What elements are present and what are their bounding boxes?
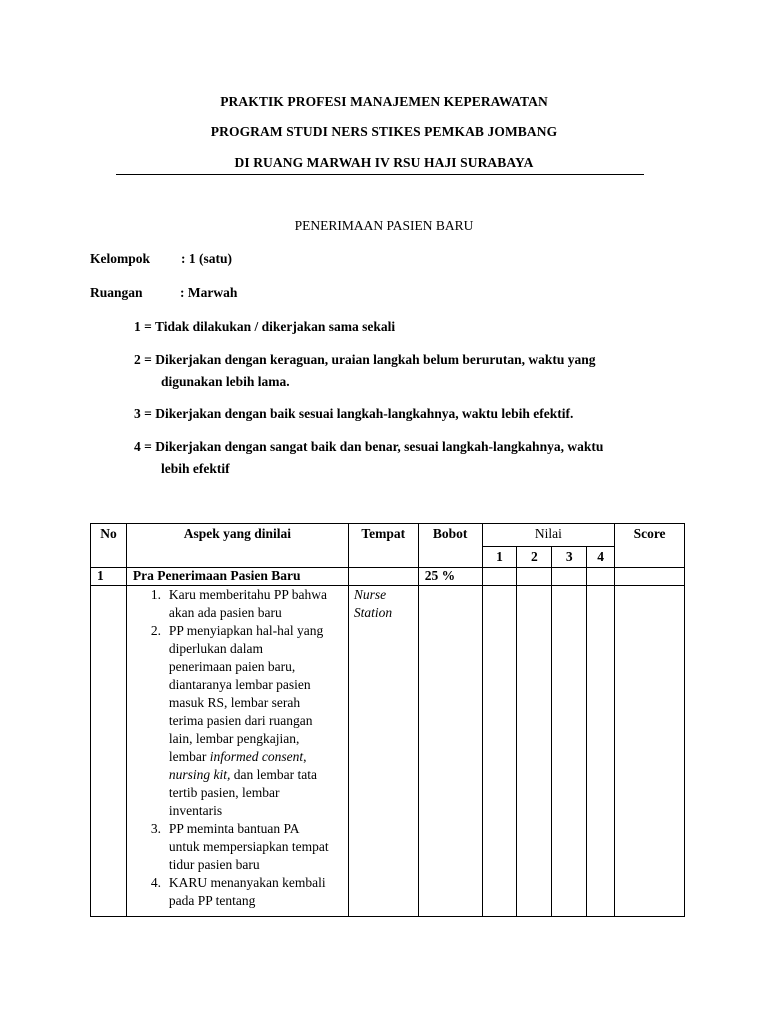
item-text: KARU menanyakan kembali pada PP tentang bbox=[168, 875, 326, 908]
legend-4-line-b: lebih efektif bbox=[161, 461, 230, 476]
section-nilai-2 bbox=[517, 568, 552, 586]
section-nilai-3 bbox=[552, 568, 587, 586]
item-number: 2. bbox=[150, 623, 162, 638]
nilai-3-header: 3 bbox=[552, 547, 587, 568]
item-number: 3. bbox=[150, 821, 162, 836]
aspek-list bbox=[127, 586, 348, 910]
nilai-4-header: 4 bbox=[587, 547, 615, 568]
row-aspek bbox=[126, 586, 348, 917]
item-text-part: PP menyiapkan hal-hal yang diperlukan dalam penerimaan paien baru, diantaranya lembar pasien masuk RS, lembar serah terima pasien dari ruangan lain, lembar pengkajian, lembar bbox=[168, 623, 324, 764]
row-bobot bbox=[418, 586, 482, 917]
item-text-part: dan lembar tata tertib pasien, lembar inventaris bbox=[168, 767, 318, 818]
col-score-header: Score bbox=[615, 524, 685, 568]
item-text bbox=[169, 622, 329, 820]
row-nilai-3 bbox=[552, 586, 587, 917]
kelompok-label: Kelompok bbox=[90, 251, 151, 266]
legend-4 bbox=[134, 436, 694, 480]
item-number: 1. bbox=[150, 587, 162, 602]
header-line-2: PROGRAM STUDI NERS STIKES PEMKAB JOMBANG bbox=[210, 124, 558, 139]
kelompok-value: : 1 (satu) bbox=[181, 251, 232, 266]
col-nilai-header: Nilai bbox=[482, 524, 615, 547]
item-text-italic: informed consent bbox=[209, 749, 304, 764]
header-line-3: DI RUANG MARWAH IV RSU HAJI SURABAYA bbox=[234, 155, 534, 170]
row-nilai-4 bbox=[587, 586, 615, 917]
section-score bbox=[615, 568, 685, 586]
section-nilai-4 bbox=[587, 568, 615, 586]
table-row bbox=[91, 586, 685, 917]
list-item bbox=[150, 622, 348, 820]
col-tempat-header: Tempat bbox=[348, 524, 418, 568]
ruangan-label: Ruangan bbox=[90, 285, 143, 300]
list-item bbox=[150, 586, 348, 622]
nilai-2-header: 2 bbox=[517, 547, 552, 568]
list-item bbox=[150, 874, 348, 910]
assessment-table bbox=[90, 523, 685, 917]
item-text: Karu memberitahu PP bahwa akan ada pasien baru bbox=[168, 587, 327, 620]
tempat-value: Nurse Station bbox=[353, 587, 393, 620]
list-item bbox=[150, 820, 348, 874]
legend-2-line-a: 2 = Dikerjakan dengan keraguan, uraian langkah belum berurutan, waktu yang bbox=[134, 352, 596, 367]
row-nilai-2 bbox=[517, 586, 552, 917]
section-no: 1 bbox=[91, 568, 127, 586]
nilai-1-header: 1 bbox=[482, 547, 517, 568]
section-nilai-1 bbox=[482, 568, 517, 586]
row-score bbox=[615, 586, 685, 917]
item-text: PP meminta bantuan PA untuk mempersiapkan tempat tidur pasien baru bbox=[168, 821, 329, 872]
legend-2 bbox=[134, 349, 694, 393]
row-nilai-1 bbox=[482, 586, 517, 917]
item-number: 4. bbox=[150, 875, 162, 890]
header-divider bbox=[116, 174, 644, 175]
section-row bbox=[91, 568, 685, 586]
col-no-header: No bbox=[91, 524, 127, 568]
item-text-part: , bbox=[303, 749, 307, 764]
section-aspek: Pra Penerimaan Pasien Baru bbox=[126, 568, 348, 586]
section-bobot: 25 % bbox=[418, 568, 482, 586]
row-tempat bbox=[348, 586, 418, 917]
item-text-italic: nursing kit, bbox=[168, 767, 231, 782]
ruangan-value: : Marwah bbox=[180, 285, 238, 300]
section-tempat bbox=[348, 568, 418, 586]
legend-3: 3 = Dikerjakan dengan baik sesuai langkah-langkahnya, waktu lebih efektif. bbox=[134, 406, 574, 421]
col-bobot-header: Bobot bbox=[418, 524, 482, 568]
header-line-1: PRAKTIK PROFESI MANAJEMEN KEPERAWATAN bbox=[220, 94, 548, 109]
legend-4-line-a: 4 = Dikerjakan dengan sangat baik dan benar, sesuai langkah-langkahnya, waktu bbox=[134, 439, 604, 454]
legend-1: 1 = Tidak dilakukan / dikerjakan sama sekali bbox=[134, 319, 396, 334]
col-aspek-header: Aspek yang dinilai bbox=[126, 524, 348, 568]
document-title: PENERIMAAN PASIEN BARU bbox=[294, 218, 474, 233]
row-no bbox=[91, 586, 127, 917]
legend-2-line-b: digunakan lebih lama. bbox=[161, 374, 290, 389]
